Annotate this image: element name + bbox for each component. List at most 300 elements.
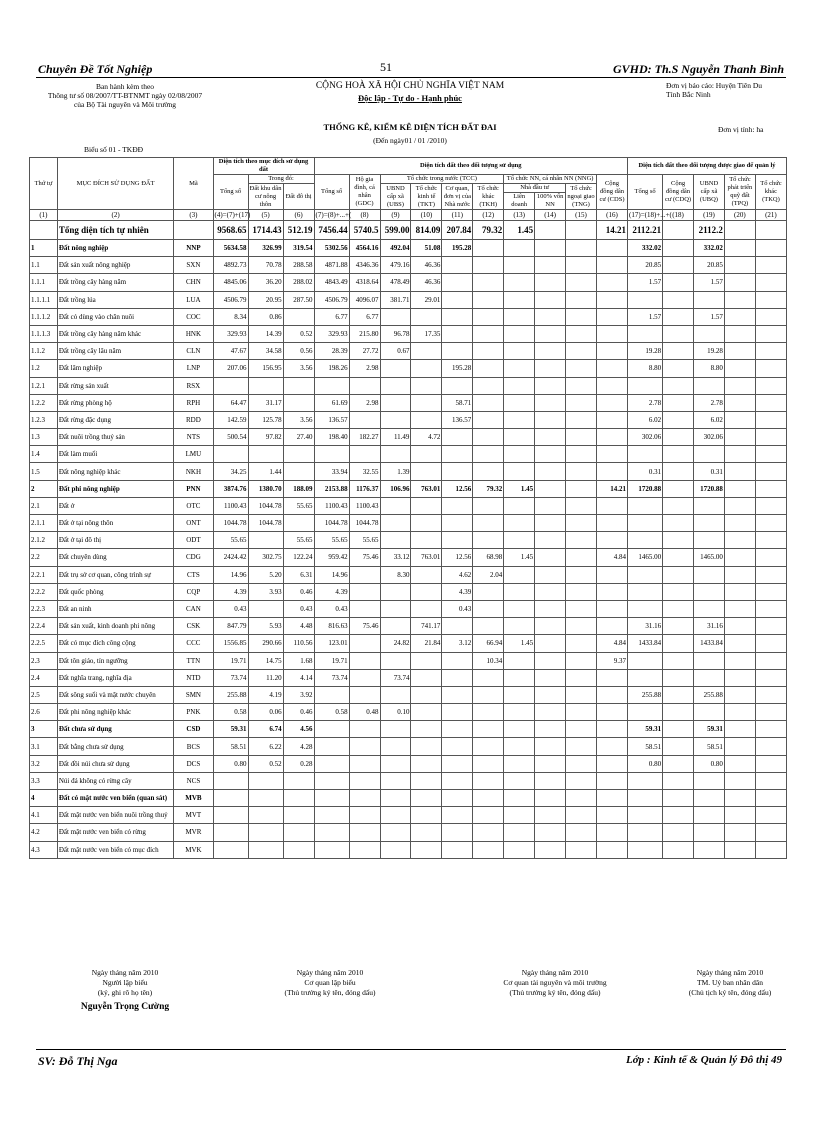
- row-value: 59.31: [213, 721, 248, 738]
- row-value: 1556.85: [213, 635, 248, 652]
- row-value: 207.06: [213, 360, 248, 377]
- row-value: [504, 394, 535, 411]
- row-value: [504, 686, 535, 703]
- row-value: [380, 360, 411, 377]
- row-value: 4564.16: [349, 240, 380, 257]
- row-value: [694, 497, 725, 514]
- row-value: 0.56: [283, 343, 314, 360]
- row-value: [566, 343, 597, 360]
- row-value: 2.98: [349, 360, 380, 377]
- row-value: [596, 704, 627, 721]
- row-value: [349, 824, 380, 841]
- row-value: 33.94: [314, 463, 349, 480]
- row-value: 329.93: [213, 325, 248, 342]
- row-purpose: Đất sản xuất, kinh doanh phi nông: [57, 618, 174, 635]
- row-code: OTC: [174, 497, 213, 514]
- row-purpose: Đất làm muối: [57, 446, 174, 463]
- col-stt: Thứ tự: [30, 158, 58, 210]
- footer-right: Lớp : Kinh tế & Quản lý Đô thị 49: [626, 1054, 782, 1066]
- row-code: NTS: [174, 429, 213, 446]
- row-stt: 3: [30, 721, 58, 738]
- row-value: [724, 325, 755, 342]
- column-number: (2): [57, 210, 174, 221]
- row-value: [442, 669, 473, 686]
- row-stt: 2.3: [30, 652, 58, 669]
- row-value: [504, 600, 535, 617]
- column-number-row: [30, 210, 787, 221]
- row-stt: 4: [30, 790, 58, 807]
- row-value: [380, 515, 411, 532]
- row-value: 55.65: [213, 532, 248, 549]
- row-value: [349, 600, 380, 617]
- row-value: [755, 360, 786, 377]
- row-value: [596, 343, 627, 360]
- row-value: [663, 377, 694, 394]
- table-row: [30, 704, 787, 721]
- row-value: 8.30: [380, 566, 411, 583]
- row-value: [724, 600, 755, 617]
- row-stt: 2.2.1: [30, 566, 58, 583]
- table-row: [30, 240, 787, 257]
- row-value: [248, 772, 283, 789]
- row-value: [473, 841, 504, 858]
- row-value: 46.36: [411, 274, 442, 291]
- row-value: [694, 532, 725, 549]
- row-value: [694, 515, 725, 532]
- row-value: [535, 824, 566, 841]
- row-purpose: Đất ở tại nông thôn: [57, 515, 174, 532]
- row-value: [442, 463, 473, 480]
- row-value: [628, 515, 663, 532]
- row-value: [755, 635, 786, 652]
- row-value: [755, 790, 786, 807]
- row-code: NKH: [174, 463, 213, 480]
- row-value: [663, 446, 694, 463]
- row-value: [566, 360, 597, 377]
- row-value: 302.06: [628, 429, 663, 446]
- row-value: [694, 600, 725, 617]
- row-value: [504, 360, 535, 377]
- row-value: [663, 772, 694, 789]
- row-value: 0.86: [248, 308, 283, 325]
- row-stt: 3.2: [30, 755, 58, 772]
- row-code: MVR: [174, 824, 213, 841]
- row-value: 4506.79: [314, 291, 349, 308]
- table-row: [30, 291, 787, 308]
- row-value: [663, 704, 694, 721]
- row-value: 599.00: [380, 221, 411, 240]
- row-value: [535, 515, 566, 532]
- row-value: [596, 394, 627, 411]
- row-value: 0.43: [442, 600, 473, 617]
- row-value: [663, 721, 694, 738]
- row-value: [694, 446, 725, 463]
- row-value: [755, 325, 786, 342]
- row-value: [566, 583, 597, 600]
- row-value: [596, 463, 627, 480]
- row-value: 1720.88: [694, 480, 725, 497]
- row-value: [473, 257, 504, 274]
- row-value: [628, 583, 663, 600]
- row-value: 1714.43: [248, 221, 283, 240]
- row-purpose: Đất an ninh: [57, 600, 174, 617]
- row-value: 36.20: [248, 274, 283, 291]
- row-value: 288.58: [283, 257, 314, 274]
- row-value: [535, 446, 566, 463]
- row-value: [566, 566, 597, 583]
- row-value: [411, 583, 442, 600]
- row-value: [596, 566, 627, 583]
- row-value: [442, 618, 473, 635]
- row-value: [596, 755, 627, 772]
- row-value: 0.43: [314, 600, 349, 617]
- table-row: [30, 274, 787, 291]
- row-purpose: Núi đá không có rừng cây: [57, 772, 174, 789]
- row-value: [755, 738, 786, 755]
- row-value: [663, 824, 694, 841]
- row-value: [755, 755, 786, 772]
- row-code: ODT: [174, 532, 213, 549]
- row-value: 55.65: [349, 532, 380, 549]
- row-value: [411, 841, 442, 858]
- row-value: [283, 308, 314, 325]
- table-row: [30, 257, 787, 274]
- row-value: [755, 583, 786, 600]
- row-value: [473, 377, 504, 394]
- row-value: 4346.36: [349, 257, 380, 274]
- table-row: [30, 686, 787, 703]
- row-value: [380, 772, 411, 789]
- row-value: [663, 669, 694, 686]
- row-value: [596, 274, 627, 291]
- row-value: [349, 652, 380, 669]
- row-value: [663, 755, 694, 772]
- row-code: MVB: [174, 790, 213, 807]
- row-value: [663, 257, 694, 274]
- row-stt: 2.2.2: [30, 583, 58, 600]
- row-value: [724, 480, 755, 497]
- col-total-b: Tổng số: [314, 175, 349, 210]
- row-value: 2.04: [473, 566, 504, 583]
- row-value: [535, 807, 566, 824]
- row-value: [213, 772, 248, 789]
- row-value: [314, 738, 349, 755]
- row-value: 12.56: [442, 549, 473, 566]
- row-value: [755, 343, 786, 360]
- row-purpose: Đất rừng sản xuất: [57, 377, 174, 394]
- row-value: [628, 652, 663, 669]
- row-value: [596, 308, 627, 325]
- row-value: [380, 841, 411, 858]
- col-tkh: Tổ chức khác (TKH): [473, 184, 504, 210]
- row-value: [535, 549, 566, 566]
- row-value: 75.46: [349, 618, 380, 635]
- col-tng: Tổ chức ngoại giao (TNG): [567, 184, 595, 208]
- row-value: 4096.07: [349, 291, 380, 308]
- row-value: [566, 704, 597, 721]
- row-purpose: Đất mặt nước ven biển có rừng: [57, 824, 174, 841]
- row-value: 14.21: [596, 221, 627, 240]
- row-value: [596, 325, 627, 342]
- row-value: 2.98: [349, 394, 380, 411]
- row-value: [473, 600, 504, 617]
- row-value: [535, 618, 566, 635]
- row-code: LUA: [174, 291, 213, 308]
- row-value: [473, 704, 504, 721]
- header-left: Chuyên Đề Tốt Nghiệp: [38, 62, 153, 76]
- row-value: [724, 240, 755, 257]
- row-value: [596, 446, 627, 463]
- row-value: [504, 618, 535, 635]
- row-value: [442, 721, 473, 738]
- row-value: 479.16: [380, 257, 411, 274]
- row-value: [755, 308, 786, 325]
- row-value: [596, 790, 627, 807]
- row-value: [473, 790, 504, 807]
- row-value: [349, 738, 380, 755]
- row-value: 198.40: [314, 429, 349, 446]
- row-value: [724, 411, 755, 428]
- row-value: 255.88: [628, 686, 663, 703]
- row-value: 106.96: [380, 480, 411, 497]
- table-row: [30, 325, 787, 342]
- row-value: [566, 308, 597, 325]
- national-title: CỘNG HOÀ XÃ HỘI CHỦ NGHĨA VIỆT NAM: [315, 81, 505, 91]
- row-value: [596, 377, 627, 394]
- sig-role: Người lập biểu: [102, 978, 148, 987]
- row-value: [504, 257, 535, 274]
- row-stt: 2.2: [30, 549, 58, 566]
- col-ubs: UBND cấp xã (UBS): [380, 184, 411, 210]
- table-row: [30, 618, 787, 635]
- row-stt: 2: [30, 480, 58, 497]
- row-value: [349, 411, 380, 428]
- row-value: [755, 772, 786, 789]
- table-row: [30, 807, 787, 824]
- row-value: [663, 325, 694, 342]
- row-code: NNP: [174, 240, 213, 257]
- row-value: [380, 790, 411, 807]
- row-value: 97.82: [248, 429, 283, 446]
- row-value: [628, 497, 663, 514]
- row-value: 96.78: [380, 325, 411, 342]
- row-value: [442, 704, 473, 721]
- row-value: [566, 463, 597, 480]
- row-value: [349, 755, 380, 772]
- row-purpose: Đất mặt nước ven biển nuôi trồng thuỷ: [57, 807, 174, 824]
- report-date: (Đến ngày01 / 01 /2010): [373, 136, 447, 145]
- report-unit-line-2: Tỉnh Bắc Ninh: [666, 90, 711, 99]
- row-value: [724, 566, 755, 583]
- row-value: [566, 532, 597, 549]
- row-value: [694, 790, 725, 807]
- row-value: 1100.43: [349, 497, 380, 514]
- row-value: [283, 394, 314, 411]
- row-value: [473, 669, 504, 686]
- row-value: [566, 497, 597, 514]
- row-value: 32.55: [349, 463, 380, 480]
- row-value: [755, 704, 786, 721]
- row-value: [724, 274, 755, 291]
- row-value: [349, 686, 380, 703]
- row-value: [504, 721, 535, 738]
- row-value: 255.88: [213, 686, 248, 703]
- row-value: [349, 807, 380, 824]
- row-value: 4.19: [248, 686, 283, 703]
- row-stt: 4.3: [30, 841, 58, 858]
- row-code: CCC: [174, 635, 213, 652]
- table-row: [30, 824, 787, 841]
- footer-left: SV: Đỗ Thị Nga: [38, 1054, 118, 1068]
- row-code: CSD: [174, 721, 213, 738]
- row-value: 2112.21: [628, 221, 663, 240]
- row-code: ONT: [174, 515, 213, 532]
- row-value: 4.39: [314, 583, 349, 600]
- row-value: 207.84: [442, 221, 473, 240]
- row-stt: 3.3: [30, 772, 58, 789]
- row-value: [473, 515, 504, 532]
- row-value: [442, 257, 473, 274]
- row-value: [755, 721, 786, 738]
- row-value: [628, 772, 663, 789]
- row-value: 8.80: [628, 360, 663, 377]
- table-row: [30, 394, 787, 411]
- row-value: 20.85: [694, 257, 725, 274]
- row-stt: 1.1.1.1: [30, 291, 58, 308]
- row-value: 68.98: [473, 549, 504, 566]
- row-value: [411, 360, 442, 377]
- signature-environment: [480, 968, 630, 998]
- row-value: [566, 686, 597, 703]
- row-value: [724, 635, 755, 652]
- row-value: [694, 566, 725, 583]
- row-value: 3.93: [248, 583, 283, 600]
- row-value: 1.44: [248, 463, 283, 480]
- row-value: 1044.78: [349, 515, 380, 532]
- row-value: 47.67: [213, 343, 248, 360]
- row-value: 6.02: [628, 411, 663, 428]
- sig-role: TM. Uỷ ban nhân dân: [696, 978, 764, 987]
- row-value: 123.01: [314, 635, 349, 652]
- row-value: [663, 360, 694, 377]
- row-value: [411, 772, 442, 789]
- column-number: (19): [694, 210, 725, 221]
- col-in-which: Trong đó:: [248, 175, 314, 184]
- row-value: [248, 824, 283, 841]
- row-value: 46.36: [411, 257, 442, 274]
- row-value: [628, 446, 663, 463]
- row-value: 188.09: [283, 480, 314, 497]
- row-value: [213, 807, 248, 824]
- row-code: CQP: [174, 583, 213, 600]
- row-value: [663, 549, 694, 566]
- row-value: [755, 446, 786, 463]
- row-value: 5302.56: [314, 240, 349, 257]
- row-value: 302.75: [248, 549, 283, 566]
- row-value: 55.65: [283, 497, 314, 514]
- row-value: [380, 755, 411, 772]
- row-value: [380, 411, 411, 428]
- row-value: [349, 566, 380, 583]
- row-code: MVK: [174, 841, 213, 858]
- row-value: 4.14: [283, 669, 314, 686]
- row-value: [724, 652, 755, 669]
- row-value: [535, 394, 566, 411]
- row-value: 51.08: [411, 240, 442, 257]
- row-purpose: Đất sản xuất nông nghiệp: [57, 257, 174, 274]
- row-value: [566, 394, 597, 411]
- sig-date: Ngày tháng năm 2010: [696, 968, 764, 977]
- row-value: [535, 532, 566, 549]
- row-purpose: Đất rừng đặc dụng: [57, 411, 174, 428]
- row-purpose: Đất nông nghiệp khác: [57, 463, 174, 480]
- row-value: 136.57: [314, 411, 349, 428]
- row-purpose: Đất đồi núi chưa sử dụng: [57, 755, 174, 772]
- row-value: [596, 497, 627, 514]
- row-value: 741.17: [411, 618, 442, 635]
- row-value: 288.02: [283, 274, 314, 291]
- row-value: [213, 824, 248, 841]
- row-value: 7456.44: [314, 221, 349, 240]
- row-value: [694, 291, 725, 308]
- header-rule: [36, 77, 786, 78]
- row-stt: 1.2.1: [30, 377, 58, 394]
- row-value: [504, 704, 535, 721]
- column-number: (3): [174, 210, 213, 221]
- column-number: (16): [596, 210, 627, 221]
- row-value: 14.75: [248, 652, 283, 669]
- row-value: [213, 377, 248, 394]
- table-row: [30, 497, 787, 514]
- row-value: 5634.58: [213, 240, 248, 257]
- row-purpose: Đất ở tại đô thị: [57, 532, 174, 549]
- row-value: 1044.78: [248, 515, 283, 532]
- row-value: [755, 411, 786, 428]
- row-value: 0.80: [694, 755, 725, 772]
- row-value: 1044.78: [248, 497, 283, 514]
- row-value: [755, 600, 786, 617]
- row-value: [566, 618, 597, 635]
- row-value: [349, 669, 380, 686]
- row-value: [724, 343, 755, 360]
- table-row: [30, 772, 787, 789]
- row-purpose: Đất trồng lúa: [57, 291, 174, 308]
- table-body: [30, 221, 787, 859]
- row-code: CDG: [174, 549, 213, 566]
- row-value: 0.48: [349, 704, 380, 721]
- row-value: [663, 480, 694, 497]
- row-value: [504, 429, 535, 446]
- row-value: [442, 652, 473, 669]
- row-value: 19.71: [314, 652, 349, 669]
- row-code: COC: [174, 308, 213, 325]
- row-value: [473, 308, 504, 325]
- row-purpose: Đất trụ sở cơ quan, công trình sự: [57, 566, 174, 583]
- row-value: 55.65: [283, 532, 314, 549]
- row-value: [442, 841, 473, 858]
- row-value: [566, 841, 597, 858]
- row-value: [314, 807, 349, 824]
- report-unit-line-1: Đơn vị báo cáo: Huyện Tiên Du: [666, 81, 763, 90]
- row-value: 195.28: [442, 360, 473, 377]
- row-value: [473, 429, 504, 446]
- row-value: [724, 686, 755, 703]
- row-value: [755, 549, 786, 566]
- col-purpose: MỤC ĐÍCH SỬ DỤNG ĐẤT: [57, 158, 174, 210]
- row-stt: 1.2: [30, 360, 58, 377]
- row-value: 14.21: [596, 480, 627, 497]
- row-value: [535, 790, 566, 807]
